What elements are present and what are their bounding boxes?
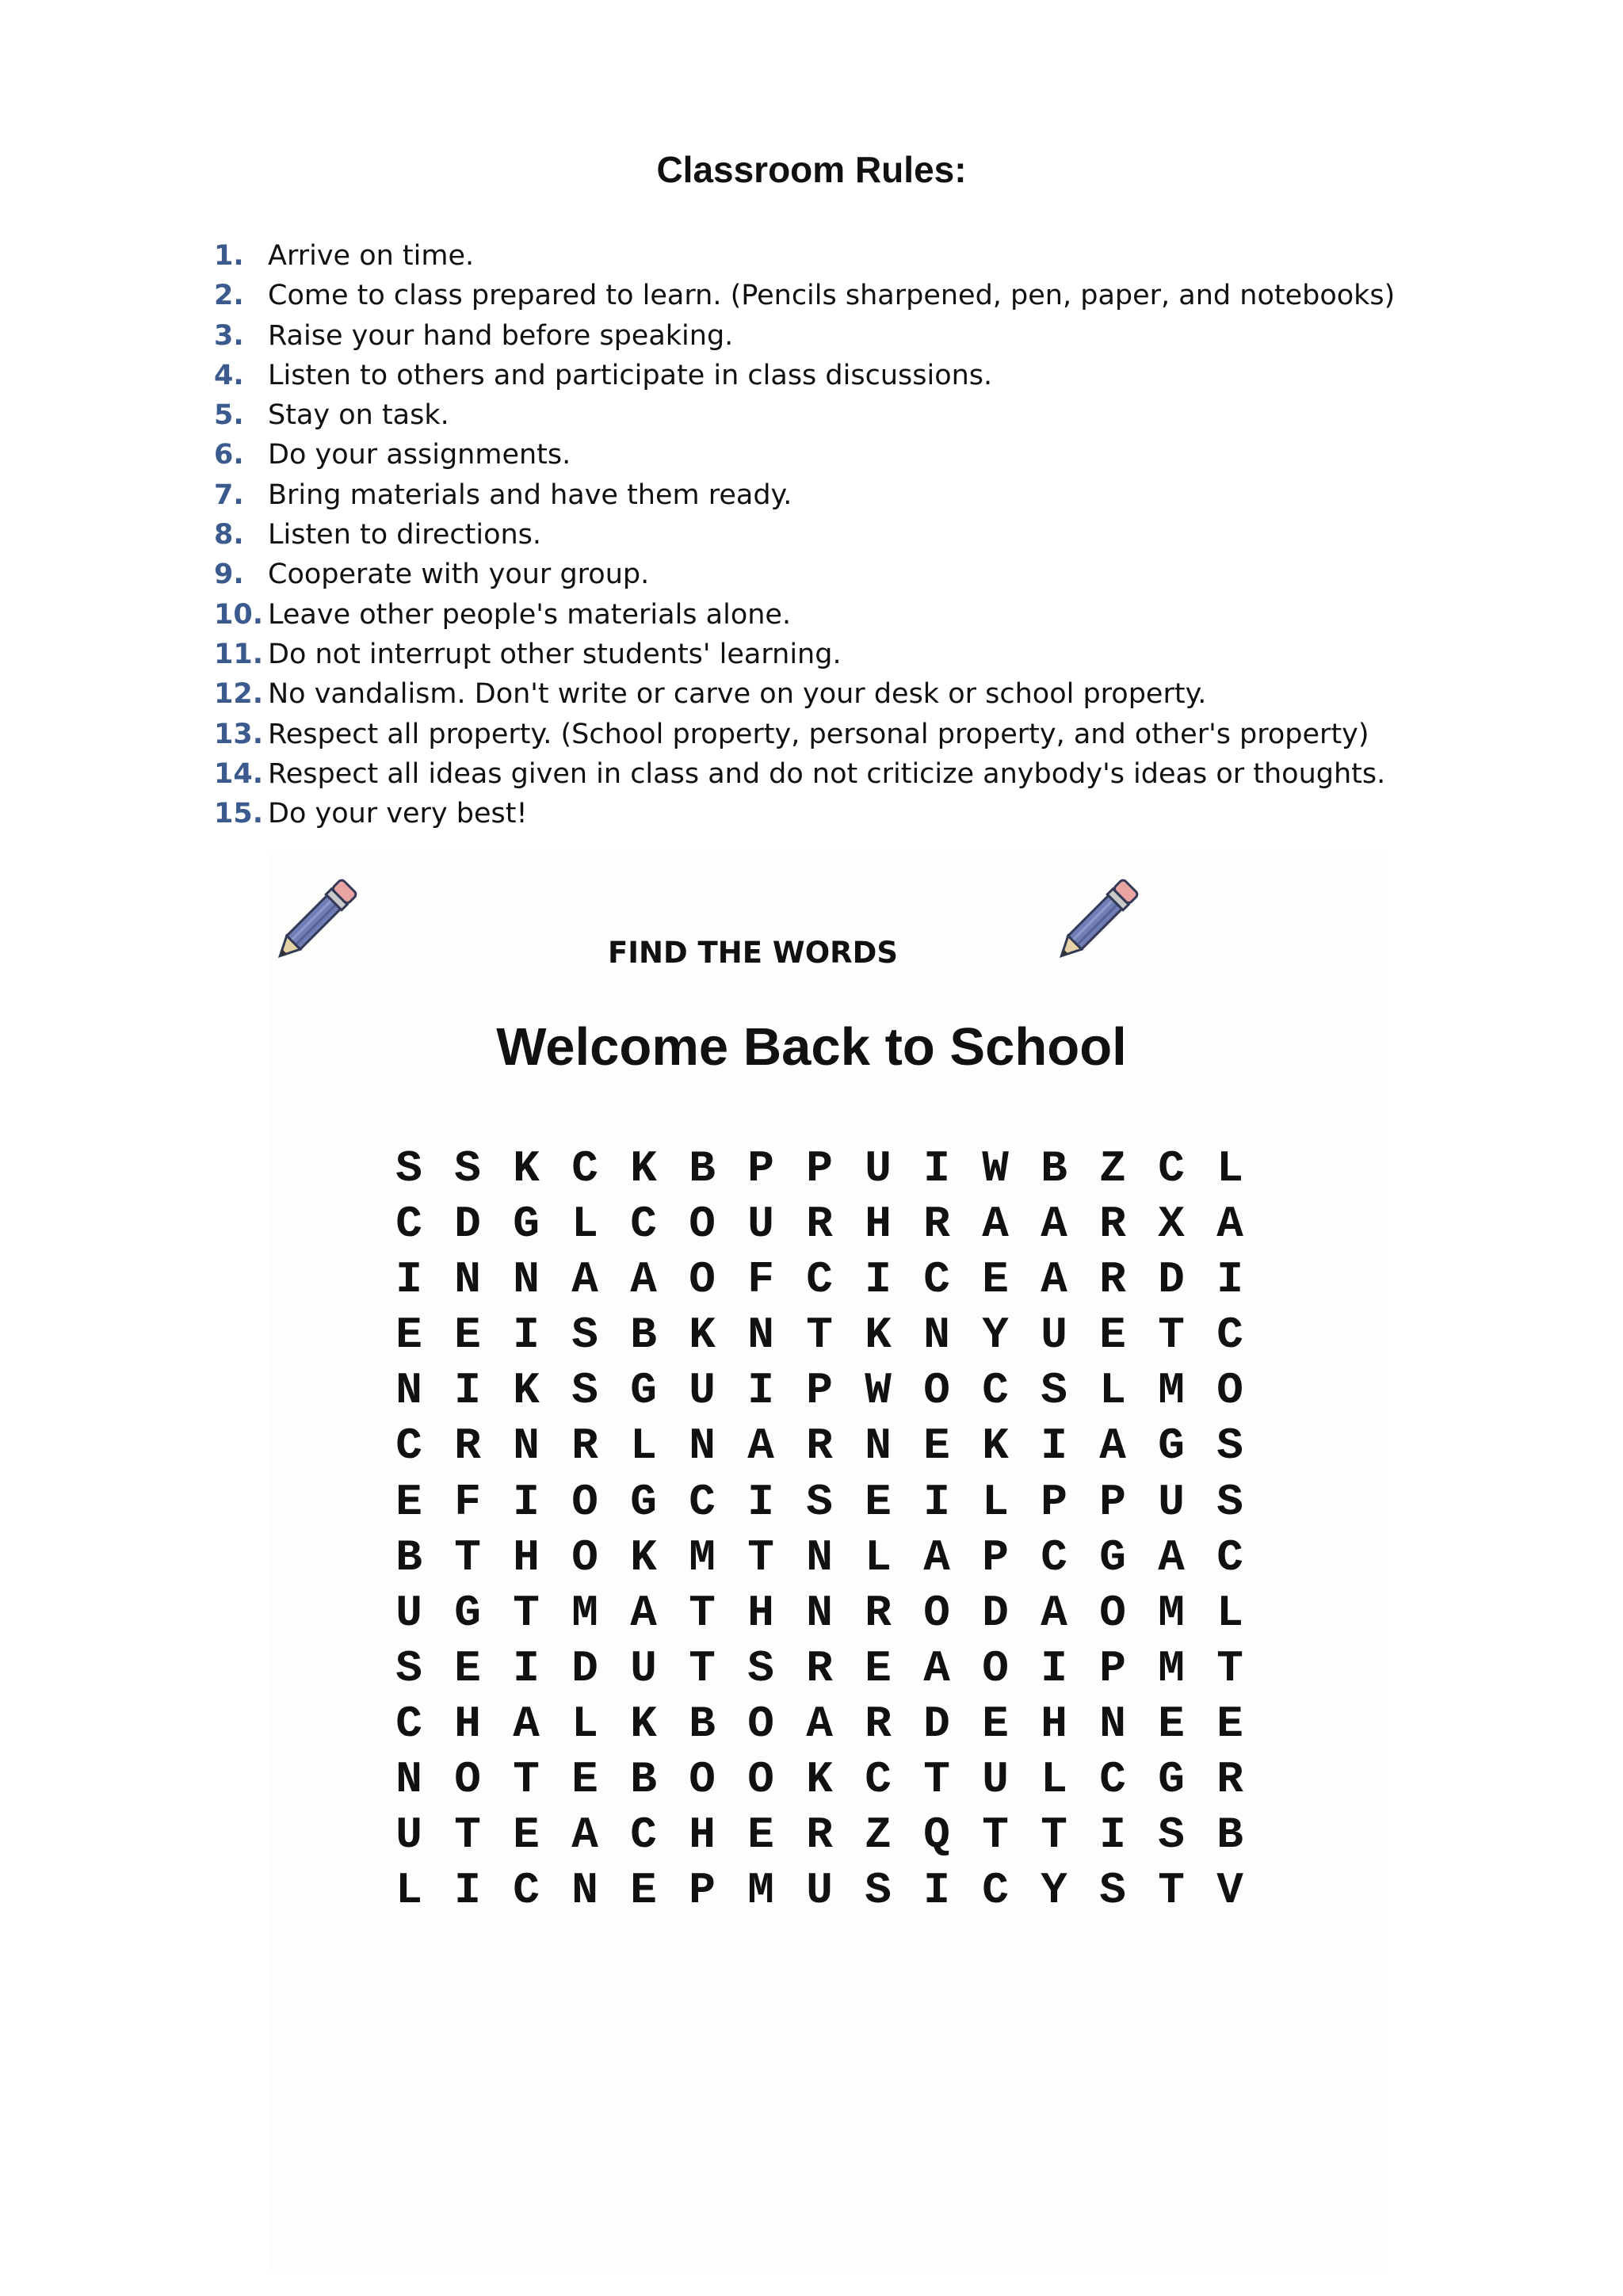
- grid-row: [380, 1363, 1259, 1418]
- grid-letter: B: [630, 1310, 657, 1361]
- grid-letter: U: [982, 1754, 1009, 1806]
- grid-letter: C: [923, 1254, 950, 1306]
- grid-letter: M: [1158, 1587, 1185, 1638]
- grid-letter: C: [1216, 1531, 1243, 1583]
- grid-letter: S: [1216, 1421, 1243, 1472]
- grid-letter: N: [865, 1421, 892, 1472]
- grid-letter: S: [395, 1143, 422, 1194]
- grid-letter: E: [513, 1810, 540, 1861]
- grid-letter: O: [747, 1754, 774, 1806]
- grid-letter: T: [454, 1810, 481, 1861]
- grid-letter: T: [513, 1587, 540, 1638]
- grid-letter: C: [513, 1865, 540, 1917]
- grid-letter: M: [689, 1531, 716, 1583]
- grid-letter: A: [1041, 1587, 1067, 1638]
- grid-letter: N: [513, 1254, 540, 1306]
- rule-number: 9.: [214, 559, 244, 591]
- grid-letter: N: [806, 1587, 833, 1638]
- grid-letter: K: [630, 1531, 657, 1583]
- grid-letter: P: [806, 1365, 833, 1417]
- grid-letter: G: [513, 1199, 540, 1250]
- rule-number: 11.: [214, 638, 264, 670]
- grid-letter: H: [1041, 1698, 1067, 1749]
- grid-letter: C: [630, 1810, 657, 1861]
- grid-letter: T: [806, 1310, 833, 1361]
- grid-letter: V: [1216, 1865, 1243, 1917]
- grid-letter: A: [1158, 1531, 1185, 1583]
- grid-letter: R: [865, 1587, 892, 1638]
- grid-letter: A: [1099, 1421, 1126, 1472]
- grid-letter: K: [689, 1310, 716, 1361]
- grid-letter: E: [630, 1865, 657, 1917]
- rule-item: [214, 754, 1450, 794]
- letter-grid: [380, 1141, 1259, 1918]
- grid-letter: M: [1158, 1642, 1185, 1694]
- grid-row: [380, 1474, 1259, 1530]
- grid-letter: I: [923, 1865, 950, 1917]
- grid-letter: S: [1041, 1365, 1067, 1417]
- grid-letter: E: [1158, 1698, 1185, 1749]
- grid-letter: A: [1041, 1254, 1067, 1306]
- grid-letter: T: [1158, 1865, 1185, 1917]
- grid-letter: C: [571, 1143, 598, 1194]
- grid-letter: O: [689, 1254, 716, 1306]
- grid-letter: N: [395, 1365, 422, 1417]
- grid-letter: T: [513, 1754, 540, 1806]
- rule-text: No vandalism. Don't write or carve on your desk or school property.: [268, 678, 1207, 711]
- grid-letter: D: [571, 1642, 598, 1694]
- rule-item: [214, 356, 1450, 395]
- rule-item: [214, 515, 1450, 555]
- grid-letter: K: [513, 1143, 540, 1194]
- rule-item: [214, 715, 1450, 754]
- grid-row: [380, 1807, 1259, 1863]
- grid-letter: L: [571, 1698, 598, 1749]
- rule-text: Stay on task.: [268, 399, 449, 432]
- grid-letter: R: [571, 1421, 598, 1472]
- grid-letter: E: [865, 1476, 892, 1527]
- grid-letter: K: [630, 1143, 657, 1194]
- grid-letter: C: [689, 1476, 716, 1527]
- grid-letter: O: [454, 1754, 481, 1806]
- grid-letter: T: [1216, 1642, 1243, 1694]
- rule-item: [214, 475, 1450, 515]
- grid-letter: B: [1041, 1143, 1067, 1194]
- rule-text: Respect all property. (School property, personal property, and other's property): [268, 718, 1369, 750]
- grid-row: [380, 1418, 1259, 1474]
- grid-letter: L: [1216, 1143, 1243, 1194]
- rule-number: 13.: [214, 718, 264, 750]
- rules-list: [214, 236, 1450, 833]
- grid-letter: N: [395, 1754, 422, 1806]
- grid-letter: U: [806, 1865, 833, 1917]
- rule-text: Do not interrupt other students' learning.: [268, 638, 842, 670]
- rule-number: 10.: [214, 598, 264, 631]
- grid-letter: I: [1041, 1421, 1067, 1472]
- grid-letter: O: [571, 1476, 598, 1527]
- grid-letter: I: [454, 1865, 481, 1917]
- grid-letter: E: [571, 1754, 598, 1806]
- grid-letter: U: [1158, 1476, 1185, 1527]
- grid-letter: S: [1158, 1810, 1185, 1861]
- grid-letter: I: [513, 1310, 540, 1361]
- grid-letter: N: [747, 1310, 774, 1361]
- grid-letter: F: [454, 1476, 481, 1527]
- rule-number: 2.: [214, 280, 244, 312]
- grid-letter: G: [1158, 1754, 1185, 1806]
- grid-letter: N: [1099, 1698, 1126, 1749]
- grid-letter: I: [454, 1365, 481, 1417]
- puzzle-title: Welcome Back to School: [496, 1017, 1127, 1077]
- grid-letter: C: [806, 1254, 833, 1306]
- grid-letter: U: [747, 1199, 774, 1250]
- grid-letter: P: [806, 1143, 833, 1194]
- grid-letter: T: [689, 1587, 716, 1638]
- grid-letter: P: [982, 1531, 1009, 1583]
- grid-letter: S: [571, 1365, 598, 1417]
- grid-letter: C: [982, 1865, 1009, 1917]
- grid-letter: C: [1216, 1310, 1243, 1361]
- rule-text: Do your assignments.: [268, 439, 571, 471]
- grid-letter: H: [513, 1531, 540, 1583]
- grid-letter: S: [806, 1476, 833, 1527]
- grid-letter: O: [1099, 1587, 1126, 1638]
- grid-letter: G: [454, 1587, 481, 1638]
- rule-number: 6.: [214, 439, 244, 471]
- grid-letter: A: [630, 1587, 657, 1638]
- rule-text: Bring materials and have them ready.: [268, 479, 792, 511]
- grid-letter: T: [747, 1531, 774, 1583]
- grid-letter: E: [982, 1698, 1009, 1749]
- rule-item: [214, 794, 1450, 833]
- grid-letter: T: [1041, 1810, 1067, 1861]
- grid-letter: N: [923, 1310, 950, 1361]
- grid-letter: R: [806, 1642, 833, 1694]
- grid-row: [380, 1696, 1259, 1752]
- grid-letter: L: [571, 1199, 598, 1250]
- grid-letter: L: [1099, 1365, 1126, 1417]
- grid-letter: H: [747, 1587, 774, 1638]
- grid-letter: S: [747, 1642, 774, 1694]
- grid-letter: M: [571, 1587, 598, 1638]
- grid-letter: P: [689, 1865, 716, 1917]
- grid-letter: K: [865, 1310, 892, 1361]
- grid-letter: S: [1099, 1865, 1126, 1917]
- grid-letter: O: [923, 1365, 950, 1417]
- grid-letter: C: [982, 1365, 1009, 1417]
- grid-letter: E: [1099, 1310, 1126, 1361]
- rule-item: [214, 276, 1450, 315]
- grid-letter: I: [1041, 1642, 1067, 1694]
- grid-letter: U: [395, 1587, 422, 1638]
- grid-letter: K: [513, 1365, 540, 1417]
- grid-letter: N: [689, 1421, 716, 1472]
- grid-letter: C: [395, 1199, 422, 1250]
- rule-text: Listen to others and participate in class discussions.: [268, 359, 993, 391]
- rule-text: Do your very best!: [268, 798, 528, 830]
- grid-letter: U: [395, 1810, 422, 1861]
- grid-letter: S: [865, 1865, 892, 1917]
- grid-letter: R: [806, 1199, 833, 1250]
- rule-text: Listen to directions.: [268, 519, 542, 551]
- grid-letter: B: [1216, 1810, 1243, 1861]
- grid-letter: P: [1099, 1642, 1126, 1694]
- grid-letter: O: [1216, 1365, 1243, 1417]
- grid-letter: B: [395, 1531, 422, 1583]
- grid-letter: W: [865, 1365, 892, 1417]
- grid-letter: L: [865, 1531, 892, 1583]
- grid-letter: Z: [1099, 1143, 1126, 1194]
- grid-letter: G: [630, 1476, 657, 1527]
- grid-letter: U: [689, 1365, 716, 1417]
- grid-letter: A: [513, 1698, 540, 1749]
- grid-letter: S: [395, 1642, 422, 1694]
- rule-number: 4.: [214, 359, 244, 391]
- grid-letter: P: [1041, 1476, 1067, 1527]
- grid-letter: N: [454, 1254, 481, 1306]
- page-title: Classroom Rules:: [656, 149, 967, 190]
- rule-text: Leave other people's materials alone.: [268, 598, 792, 631]
- rule-number: 3.: [214, 319, 244, 352]
- rule-number: 14.: [214, 757, 264, 790]
- grid-letter: A: [806, 1698, 833, 1749]
- grid-letter: G: [1099, 1531, 1126, 1583]
- grid-letter: S: [571, 1310, 598, 1361]
- grid-letter: A: [747, 1421, 774, 1472]
- grid-letter: C: [1041, 1531, 1067, 1583]
- grid-letter: B: [689, 1698, 716, 1749]
- grid-letter: H: [689, 1810, 716, 1861]
- grid-row: [380, 1196, 1259, 1252]
- grid-row: [380, 1585, 1259, 1641]
- grid-letter: R: [1216, 1754, 1243, 1806]
- rule-item: [214, 316, 1450, 356]
- rule-text: Come to class prepared to learn. (Pencils sharpened, pen, paper, and notebooks): [268, 280, 1396, 312]
- grid-letter: R: [865, 1698, 892, 1749]
- grid-letter: U: [1041, 1310, 1067, 1361]
- grid-letter: I: [395, 1254, 422, 1306]
- grid-letter: C: [1099, 1754, 1126, 1806]
- grid-letter: R: [454, 1421, 481, 1472]
- grid-letter: L: [630, 1421, 657, 1472]
- grid-letter: M: [747, 1865, 774, 1917]
- grid-letter: O: [982, 1642, 1009, 1694]
- grid-letter: C: [395, 1698, 422, 1749]
- grid-letter: N: [513, 1421, 540, 1472]
- grid-letter: N: [571, 1865, 598, 1917]
- grid-letter: Q: [923, 1810, 950, 1861]
- grid-row: [380, 1530, 1259, 1585]
- grid-letter: I: [865, 1254, 892, 1306]
- grid-letter: A: [923, 1642, 950, 1694]
- grid-letter: K: [806, 1754, 833, 1806]
- grid-letter: N: [806, 1531, 833, 1583]
- grid-letter: D: [923, 1698, 950, 1749]
- rule-text: Cooperate with your group.: [268, 559, 650, 591]
- grid-letter: A: [1041, 1199, 1067, 1250]
- grid-letter: E: [454, 1642, 481, 1694]
- grid-letter: I: [923, 1143, 950, 1194]
- grid-letter: O: [571, 1531, 598, 1583]
- grid-letter: R: [1099, 1199, 1126, 1250]
- grid-letter: D: [454, 1199, 481, 1250]
- grid-letter: L: [1216, 1587, 1243, 1638]
- grid-letter: E: [395, 1310, 422, 1361]
- grid-letter: K: [630, 1698, 657, 1749]
- grid-letter: E: [923, 1421, 950, 1472]
- grid-row: [380, 1863, 1259, 1918]
- grid-letter: U: [865, 1143, 892, 1194]
- rule-text: Raise your hand before speaking.: [268, 319, 734, 352]
- grid-letter: C: [865, 1754, 892, 1806]
- grid-row: [380, 1141, 1259, 1196]
- rule-item: [214, 674, 1450, 714]
- grid-letter: I: [513, 1642, 540, 1694]
- grid-letter: O: [923, 1587, 950, 1638]
- grid-letter: C: [395, 1421, 422, 1472]
- grid-letter: D: [1158, 1254, 1185, 1306]
- grid-letter: I: [1099, 1810, 1126, 1861]
- grid-letter: Z: [865, 1810, 892, 1861]
- rule-text: Respect all ideas given in class and do not criticize anybody's ideas or thoughts.: [268, 757, 1386, 790]
- grid-letter: T: [689, 1642, 716, 1694]
- grid-letter: I: [747, 1365, 774, 1417]
- rule-item: [214, 435, 1450, 475]
- grid-letter: E: [982, 1254, 1009, 1306]
- grid-letter: I: [747, 1476, 774, 1527]
- grid-letter: R: [806, 1810, 833, 1861]
- grid-letter: H: [454, 1698, 481, 1749]
- grid-letter: B: [689, 1143, 716, 1194]
- pencil-icon: [262, 864, 372, 974]
- grid-letter: T: [454, 1531, 481, 1583]
- grid-letter: O: [689, 1754, 716, 1806]
- rule-item: [214, 595, 1450, 635]
- grid-letter: A: [1216, 1199, 1243, 1250]
- grid-letter: R: [923, 1199, 950, 1250]
- grid-letter: E: [747, 1810, 774, 1861]
- grid-row: [380, 1252, 1259, 1307]
- grid-letter: H: [865, 1199, 892, 1250]
- grid-letter: C: [1158, 1143, 1185, 1194]
- grid-letter: M: [1158, 1365, 1185, 1417]
- grid-row: [380, 1641, 1259, 1696]
- rule-item: [214, 395, 1450, 435]
- grid-letter: G: [630, 1365, 657, 1417]
- grid-letter: W: [982, 1143, 1009, 1194]
- grid-letter: A: [630, 1254, 657, 1306]
- grid-letter: I: [1216, 1254, 1243, 1306]
- grid-letter: A: [923, 1531, 950, 1583]
- grid-letter: D: [982, 1587, 1009, 1638]
- grid-letter: S: [454, 1143, 481, 1194]
- grid-letter: B: [630, 1754, 657, 1806]
- rule-number: 12.: [214, 678, 264, 711]
- rule-item: [214, 555, 1450, 594]
- grid-letter: L: [982, 1476, 1009, 1527]
- grid-letter: R: [806, 1421, 833, 1472]
- rule-item: [214, 236, 1450, 276]
- grid-letter: A: [571, 1254, 598, 1306]
- grid-letter: G: [1158, 1421, 1185, 1472]
- grid-letter: Y: [982, 1310, 1009, 1361]
- grid-letter: C: [630, 1199, 657, 1250]
- grid-letter: U: [630, 1642, 657, 1694]
- rule-text: Arrive on time.: [268, 240, 475, 272]
- grid-row: [380, 1752, 1259, 1807]
- grid-letter: L: [1041, 1754, 1067, 1806]
- pencil-icon: [1043, 864, 1154, 974]
- find-the-words-heading: FIND THE WORDS: [607, 936, 899, 970]
- grid-letter: F: [747, 1254, 774, 1306]
- grid-letter: L: [395, 1865, 422, 1917]
- grid-letter: T: [1158, 1310, 1185, 1361]
- rule-number: 15.: [214, 798, 264, 830]
- grid-letter: E: [395, 1476, 422, 1527]
- grid-letter: K: [982, 1421, 1009, 1472]
- grid-letter: S: [1216, 1476, 1243, 1527]
- grid-letter: R: [1099, 1254, 1126, 1306]
- grid-letter: T: [982, 1810, 1009, 1861]
- rule-number: 1.: [214, 240, 244, 272]
- grid-letter: A: [982, 1199, 1009, 1250]
- rule-number: 8.: [214, 519, 244, 551]
- rule-number: 5.: [214, 399, 244, 432]
- grid-letter: Y: [1041, 1865, 1067, 1917]
- grid-letter: P: [1099, 1476, 1126, 1527]
- rule-item: [214, 635, 1450, 674]
- grid-letter: P: [747, 1143, 774, 1194]
- grid-letter: A: [571, 1810, 598, 1861]
- grid-letter: I: [923, 1476, 950, 1527]
- grid-letter: T: [923, 1754, 950, 1806]
- grid-letter: X: [1158, 1199, 1185, 1250]
- grid-letter: E: [454, 1310, 481, 1361]
- grid-letter: O: [747, 1698, 774, 1749]
- grid-letter: I: [513, 1476, 540, 1527]
- grid-letter: E: [865, 1642, 892, 1694]
- grid-letter: E: [1216, 1698, 1243, 1749]
- grid-row: [380, 1307, 1259, 1363]
- grid-letter: O: [689, 1199, 716, 1250]
- rule-number: 7.: [214, 479, 244, 511]
